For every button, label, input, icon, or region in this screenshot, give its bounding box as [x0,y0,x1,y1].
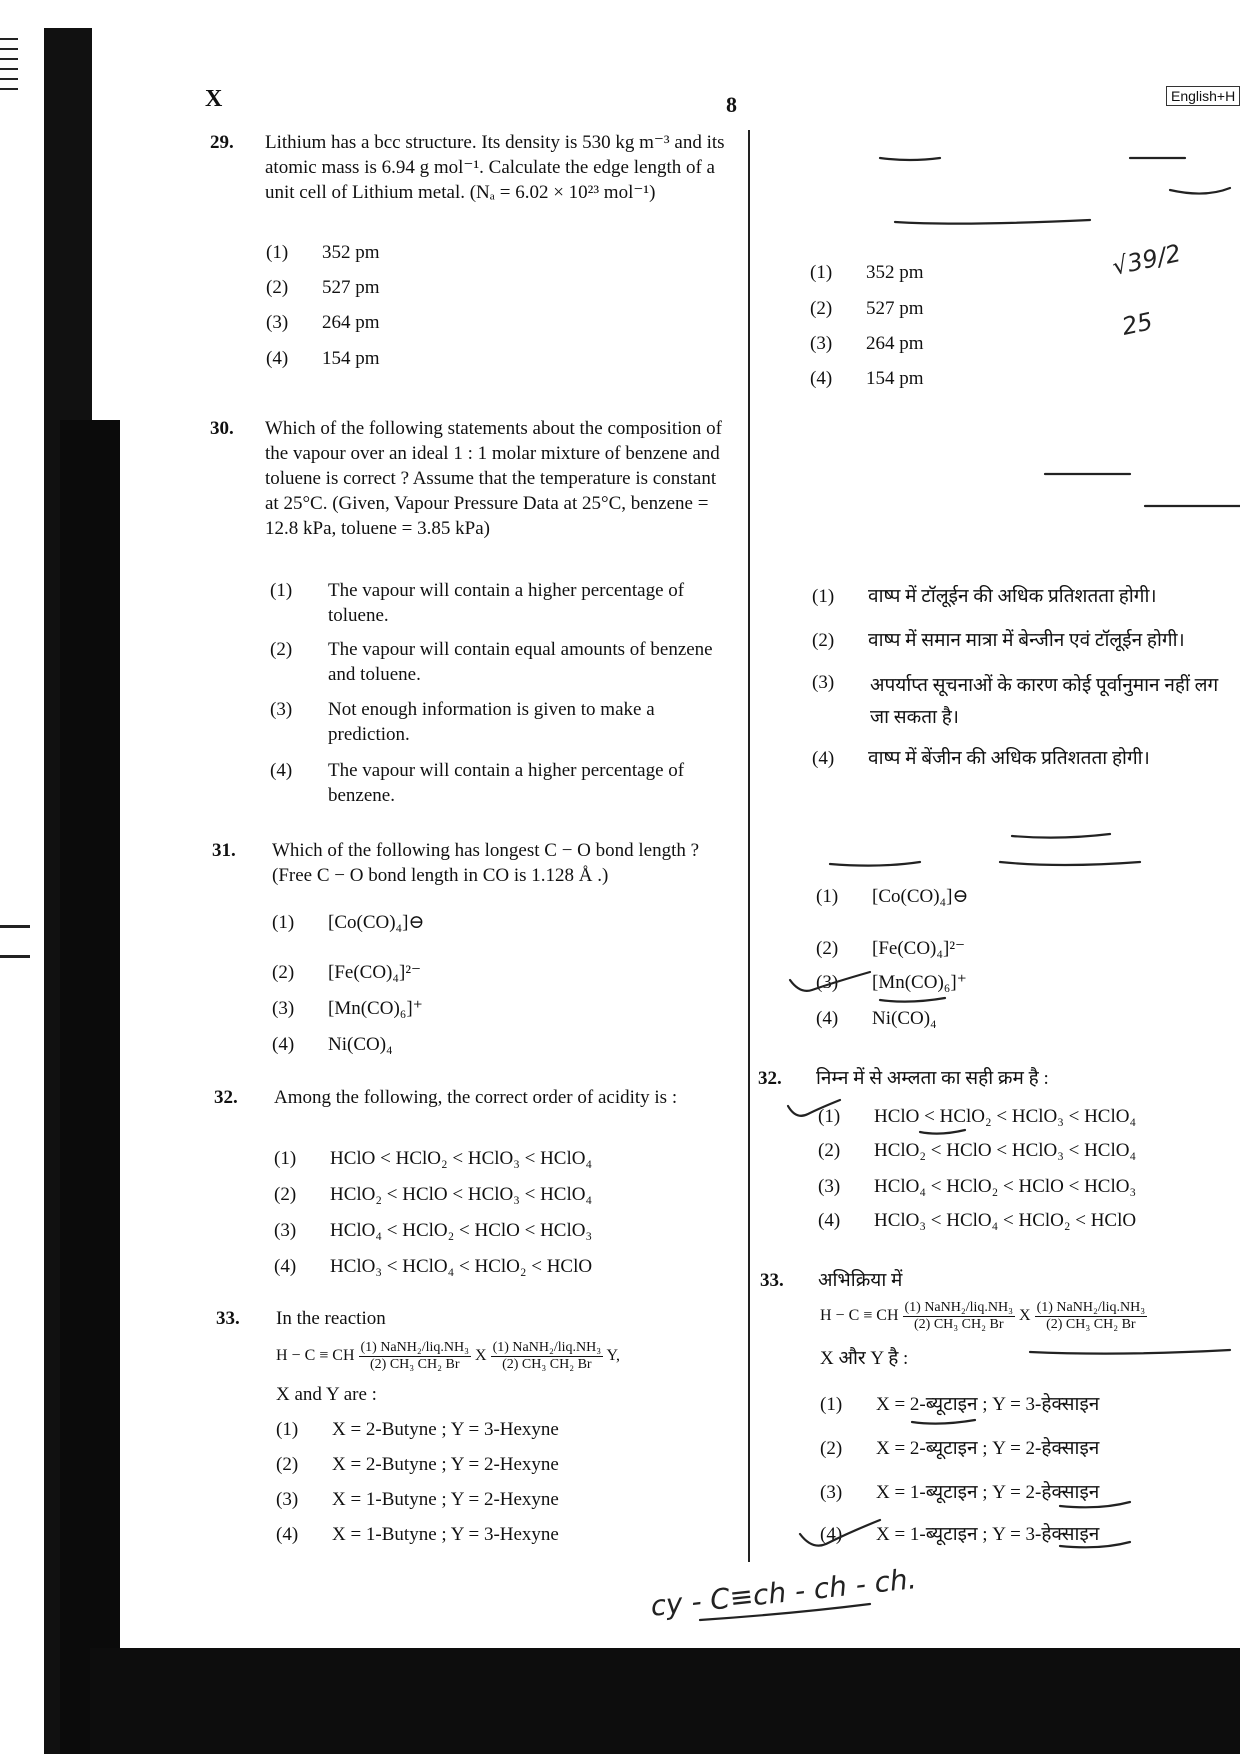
product: Y, [606,1347,621,1365]
reagent-arrow: $\frac{\text{(1) NaNH₂/liq.NH₃}}{\text{(2) CH₃ CH₂ Br}}$ [1036,1300,1146,1332]
reactant: H − C ≡ CH [276,1347,355,1365]
option-4[interactable]: (4) Ni(CO)₄ [816,1008,937,1029]
option-4[interactable]: (4) X = 1-Butyne ; Y = 3-Hexyne [276,1524,559,1545]
question-text: Which of the following statements about the composition of the vapour over an ideal 1 : 1 molar mixture of benzene and toluene is correct ? Assume that the temperature is constant at 25°C. (Given, Vapour Pressure Data at 25°C, benzene = 12.8 kPa, toluene = 3.85 kPa) [265,418,722,539]
page-number: 8 [726,92,737,117]
option-3[interactable]: (3) अपर्याप्त सूचनाओं के कारण कोई पूर्वानुमान नहीं लग जा सकता है। [812,672,1219,728]
question-text: Which of the following has longest C − O bond length ? (Free C − O bond length in CO is 1.128 Å .) [272,840,700,886]
handwritten-structure: cy - C≡ch - ch - ch. [649,1562,919,1623]
question-number: 30. [210,418,234,439]
option-3[interactable]: (3) 264 pm [266,312,380,333]
question-number: 33. [760,1270,784,1291]
question-number: 33. [216,1308,240,1329]
question-number: 32. [214,1087,238,1108]
reaction-tail: X और Y है : [820,1348,909,1369]
option-2[interactable]: (2) HClO₂ < HClO < HClO₃ < HClO₄ [274,1184,593,1205]
reaction-tail: X and Y are : [276,1384,377,1405]
option-2[interactable]: (2) X = 2-Butyne ; Y = 2-Hexyne [276,1454,559,1475]
option-3[interactable]: (3) [Mn(CO)₆]⁺ [272,998,423,1019]
option-2[interactable]: (2) वाष्प में समान मात्रा में बेन्जीन एवं टॉलूईन होगी। [812,630,1185,651]
reagent-arrow: $\frac{\text{(1) NaNH₂/liq.NH₃}}{\text{(2) CH₃ CH₂ Br}}$ [492,1340,602,1372]
handwritten-note: √39/2 [1109,239,1184,281]
option-2[interactable]: (2) [Fe(CO)₄]²⁻ [816,938,966,959]
reactant: H − C ≡ CH [820,1307,899,1325]
option-2[interactable]: (2) 527 pm [266,277,380,298]
option-4[interactable]: (4) 154 pm [810,368,924,389]
option-4[interactable]: (4) HClO₃ < HClO₄ < HClO₂ < HClO [274,1256,593,1277]
question-text: अभिक्रिया में [818,1270,903,1291]
reagent-arrow: $\frac{\text{(1) NaNH₂/liq.NH₃}}{\text{(2) CH₃ CH₂ Br}}$ [360,1340,470,1372]
option-3[interactable]: (3) 264 pm [810,333,924,354]
question-number: 31. [212,840,236,861]
option-4[interactable]: (4) Ni(CO)₄ [272,1034,393,1055]
option-1[interactable]: (1) HClO < HClO₂ < HClO₃ < HClO₄ [274,1148,593,1169]
option-4[interactable]: (4) HClO₃ < HClO₄ < HClO₂ < HClO [818,1210,1137,1231]
question-text: Among the following, the correct order of acidity is : [274,1087,678,1108]
option-1[interactable]: (1) X = 2-ब्यूटाइन ; Y = 3-हेक्साइन [820,1394,1100,1415]
option-3[interactable]: (3) HClO₄ < HClO₂ < HClO < HClO₃ [818,1176,1137,1197]
option-2[interactable]: (2) HClO₂ < HClO < HClO₃ < HClO₄ [818,1140,1137,1161]
handwritten-note: 25 [1119,307,1156,341]
option-2[interactable]: (2) 527 pm [810,298,924,319]
option-2[interactable]: (2) [Fe(CO)₄]²⁻ [272,962,422,983]
question-text: निम्न में से अम्लता का सही क्रम है : [816,1068,1049,1089]
question-text: In the reaction [276,1308,386,1329]
option-4[interactable]: (4) X = 1-ब्यूटाइन ; Y = 3-हेक्साइन [820,1524,1100,1545]
option-1[interactable]: (1) 352 pm [810,262,924,283]
reagent-arrow: $\frac{\text{(1) NaNH₂/liq.NH₃}}{\text{(2) CH₃ CH₂ Br}}$ [904,1300,1014,1332]
option-3[interactable]: (3) HClO₄ < HClO₂ < HClO < HClO₃ [274,1220,593,1241]
intermediate: X [475,1347,487,1365]
option-1[interactable]: (1) वाष्प में टॉलूईन की अधिक प्रतिशतता होगी। [812,586,1157,607]
option-1[interactable]: (1) [Co(CO)₄]⊖ [272,912,425,933]
option-1[interactable]: (1) 352 pm [266,242,380,263]
paper-series: X [205,86,223,112]
option-1[interactable]: (1) X = 2-Butyne ; Y = 3-Hexyne [276,1419,559,1440]
question-text: Lithium has a bcc structure. Its density is 530 kg m⁻³ and its atomic mass is 6.94 g mol⁻¹. Calculate the edge length of a unit cell of Lithium metal. (Nₐ = 6.02 × 10²³ mol⁻¹) [265,132,725,203]
option-4[interactable]: (4) वाष्प में बेंजीन की अधिक प्रतिशतता होगी। [812,748,1150,769]
question-number: 32. [758,1068,782,1089]
option-1[interactable]: (1) HClO < HClO₂ < HClO₃ < HClO₄ [818,1106,1137,1127]
language-badge: English+H [1166,86,1240,106]
option-4[interactable]: (4) 154 pm [266,348,380,369]
intermediate: X [1019,1307,1031,1325]
option-1[interactable]: (1) [Co(CO)₄]⊖ [816,886,969,907]
option-2[interactable]: (2) X = 2-ब्यूटाइन ; Y = 2-हेक्साइन [820,1438,1100,1459]
option-3[interactable]: (3) [Mn(CO)₆]⁺ [816,972,967,993]
option-3[interactable]: (3) X = 1-ब्यूटाइन ; Y = 2-हेक्साइन [820,1482,1100,1503]
option-3[interactable]: (3) X = 1-Butyne ; Y = 2-Hexyne [276,1489,559,1510]
question-number: 29. [210,132,234,153]
